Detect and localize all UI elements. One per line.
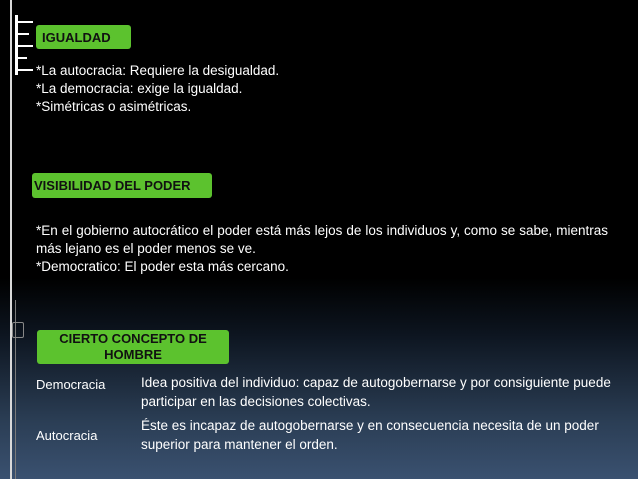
corner-tick — [15, 57, 27, 59]
left-vertical-rule — [10, 0, 12, 479]
igualdad-line: *Simétricas o asimétricas. — [36, 99, 192, 114]
igualdad-line: *La autocracia: Requiere la desigualdad. — [36, 63, 280, 78]
corner-tick — [15, 45, 33, 47]
row-label-democracia: Democracia — [36, 377, 106, 392]
corner-decoration — [15, 15, 33, 75]
igualdad-line: *La democracia: exige la igualdad. — [36, 81, 243, 96]
section-heading-visibilidad: VISIBILIDAD DEL PODER — [32, 173, 212, 198]
section-heading-hombre — [37, 330, 229, 364]
corner-tick — [15, 33, 29, 35]
row-label-autocracia: Autocracia — [36, 428, 98, 443]
igualdad-text — [36, 62, 279, 116]
bullet-square-icon — [12, 322, 24, 338]
hombre-heading-line2: HOMBRE — [104, 347, 162, 362]
row-desc-democracia: Idea positiva del individuo: capaz de autogobernarse y por consiguiente puede participar en las decisiones colectivas. — [141, 375, 611, 409]
hombre-heading-line1: CIERTO CONCEPTO DE — [59, 331, 207, 346]
visibilidad-text — [36, 222, 608, 276]
visibilidad-paragraph: *En el gobierno autocrático el poder está más lejos de los individuos y, como se sabe, mientras más lejano es el poder menos se ve. — [36, 223, 608, 256]
visibilidad-paragraph: *Democratico: El poder esta más cercano. — [36, 259, 289, 274]
row-desc-autocracia: Éste es incapaz de autogobernarse y en consecuencia necesita de un poder superior para mantener el orden. — [141, 418, 599, 452]
corner-tick — [15, 69, 33, 71]
corner-tick — [15, 21, 33, 23]
section-heading-igualdad: IGUALDAD — [36, 25, 131, 49]
